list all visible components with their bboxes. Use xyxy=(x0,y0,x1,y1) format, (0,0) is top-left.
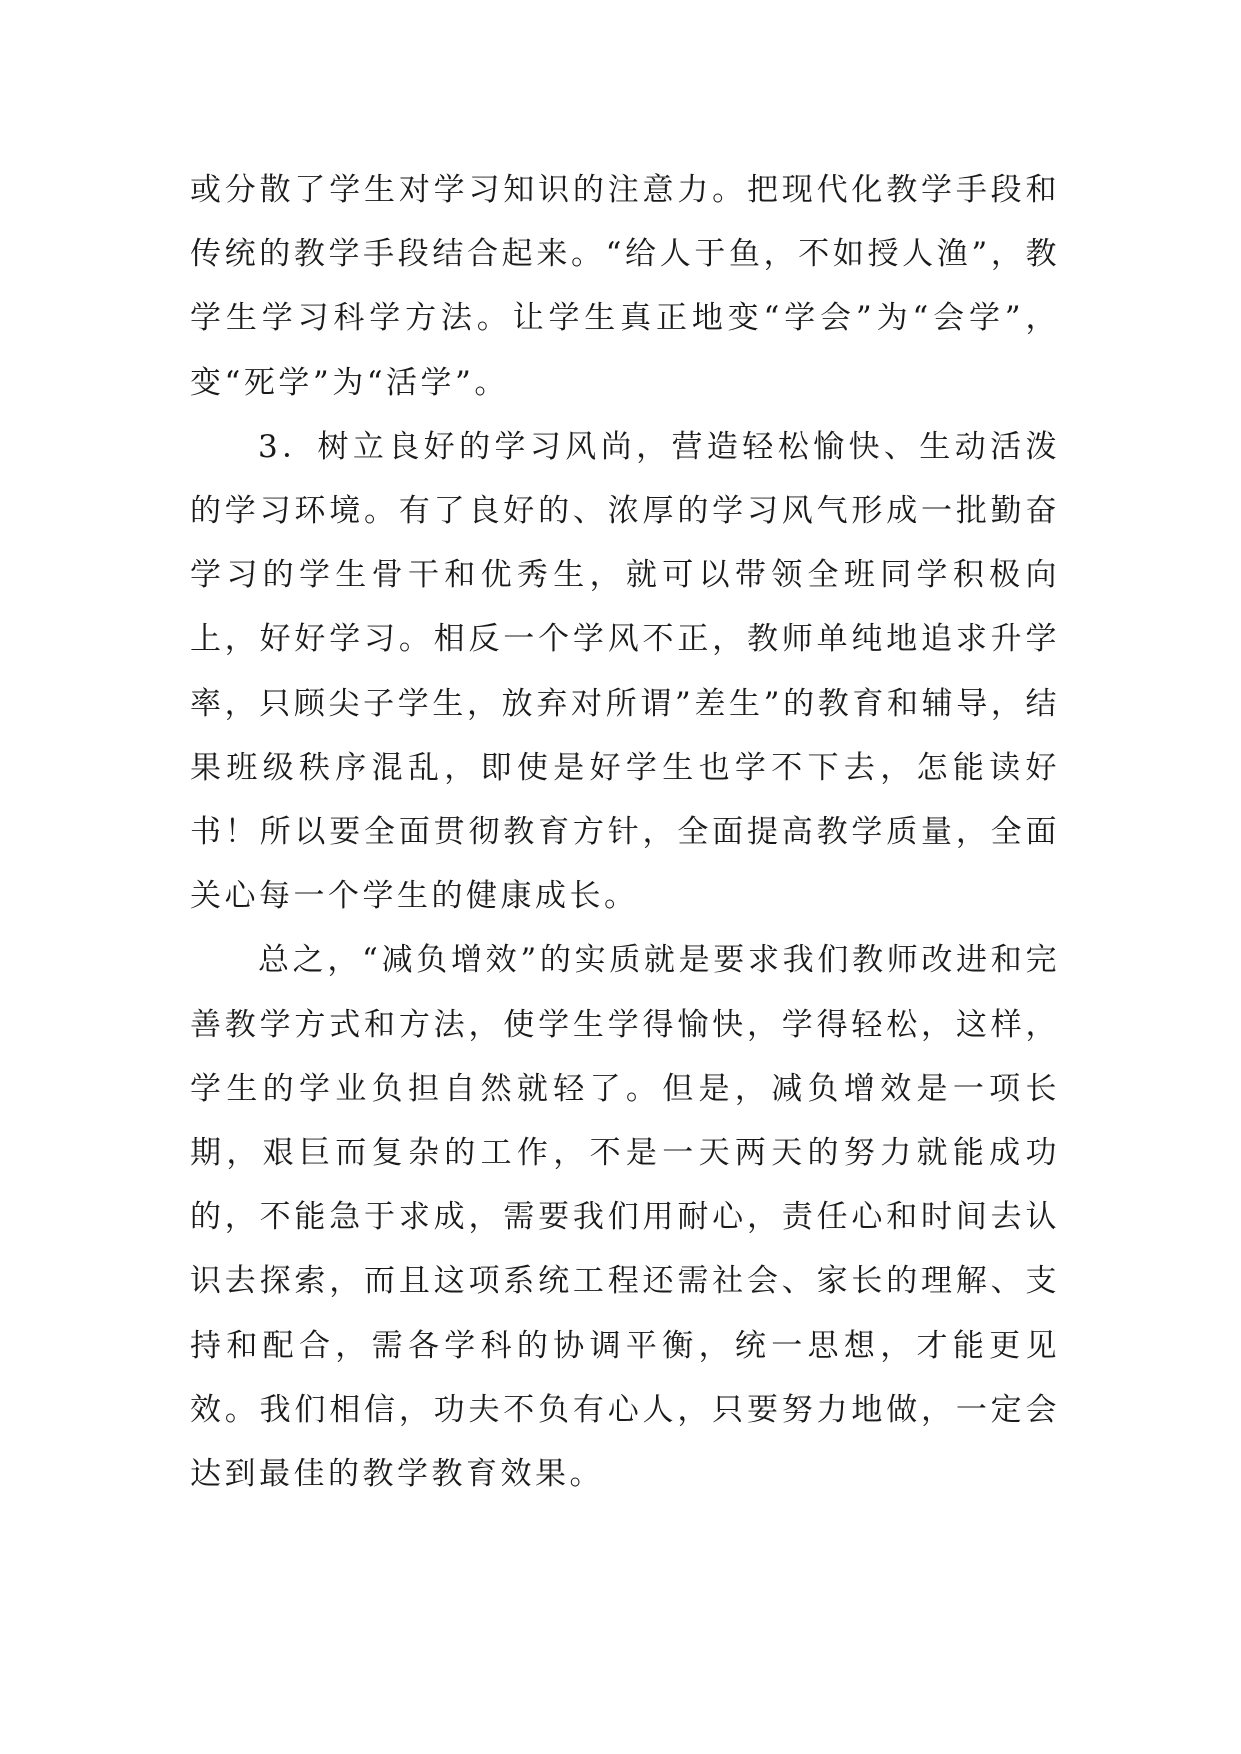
paragraph-conclusion: 总之，“减负增效”的实质就是要求我们教师改进和完善教学方式和方法，使学生学得愉快，学得轻松，这样，学生的学业负担自然就轻了。但是，减负增效是一项长期，艰巨而复杂的工作，不是一天两天的努力就能成功的，不能急于求成，需要我们用耐心，责任心和时间去认识去探索，而且这项系统工程还需社会、家长的理解、支持和配合，需各学科的协调平衡，统一思想，才能更见效。我们相信，功夫不负有心人，只要努力地做，一定会达到最佳的教学教育效果。 xyxy=(190,942,1060,1493)
paragraph-point-3: 3．树立良好的学习风尚，营造轻松愉快、生动活泼的学习环境。有了良好的、浓厚的学习风气形成一批勤奋学习的学生骨干和优秀生，就可以带领全班同学积极向上，好好学习。相反一个学风不正，教师单纯地追求升学率，只顾尖子学生，放弃对所谓”差生”的教育和辅导，结果班级秩序混乱，即使是好学生也学不下去，怎能读好书！所以要全面贯彻教育方针，全面提高教学质量，全面关心每一个学生的健康成长。 xyxy=(190,428,1060,915)
document-body xyxy=(190,158,1060,1506)
paragraph-continuation: 或分散了学生对学习知识的注意力。把现代化教学手段和传统的教学手段结合起来。“给人于鱼，不如授人渔”，教学生学习科学方法。让学生真正地变“学会”为“会学”，变“死学”为“活学”。 xyxy=(190,172,1060,401)
